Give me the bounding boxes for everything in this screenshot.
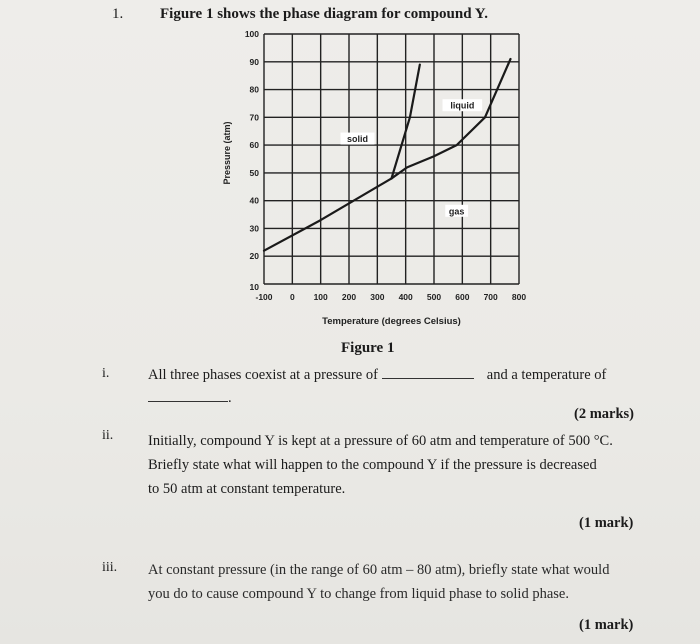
y-tick-label-6: 70 xyxy=(249,112,259,123)
part-iii-text xyxy=(148,558,668,606)
question-title: Figure 1 shows the phase diagram for compound Y. xyxy=(160,6,488,22)
y-axis-label: Pressure (atm) xyxy=(222,121,232,185)
annotation-solid: solid xyxy=(346,134,369,145)
part-iii-line1: At constant pressure (in the range of 60 atm – 80 atm), briefly state what would xyxy=(148,562,610,578)
x-tick-label-9: 800 xyxy=(511,292,527,302)
x-tick-label-7: 600 xyxy=(455,292,470,302)
part-ii-line1: Initially, compound Y is kept at a pressure of 60 atm and temperature of 500 °C. xyxy=(148,433,613,449)
phase-diagram-chart xyxy=(210,26,530,336)
x-tick-label-0: -100 xyxy=(255,292,273,302)
y-tick-label-8: 90 xyxy=(249,56,259,67)
part-ii-line3: to 50 atm at constant temperature. xyxy=(148,481,346,497)
phase-boundary-line-0 xyxy=(264,178,392,250)
y-tick-label-0: 10 xyxy=(249,282,259,292)
part-i-line1a: All three phases coexist at a pressure of xyxy=(148,367,378,383)
phase-boundary-line-2 xyxy=(485,59,511,117)
temperature-answer-blank[interactable] xyxy=(148,401,228,402)
part-ii-line2: Briefly state what will happen to the compound Y if the pressure is decreased xyxy=(148,457,597,473)
x-tick-label-5: 400 xyxy=(398,292,413,302)
pressure-answer-blank[interactable] xyxy=(382,378,474,379)
x-tick-label-1: 0 xyxy=(289,292,295,302)
part-i-text xyxy=(148,364,648,410)
figure-caption: Figure 1 xyxy=(341,340,395,356)
part-ii-numeral: ii. xyxy=(102,428,114,443)
x-axis-label: Temperature (degrees Celsius) xyxy=(322,316,461,327)
x-tick-label-6: 500 xyxy=(426,292,442,302)
y-tick-label-9: 100 xyxy=(244,29,259,39)
y-tick-label-7: 80 xyxy=(249,84,259,95)
part-iii-line2: you do to cause compound Y to change from liquid phase to solid phase. xyxy=(148,586,569,602)
y-tick-label-3: 40 xyxy=(249,195,259,206)
x-tick-label-2: 100 xyxy=(313,292,328,302)
x-tick-label-3: 200 xyxy=(341,292,357,302)
annotation-liquid: liquid xyxy=(450,100,475,111)
part-ii-text xyxy=(148,429,668,501)
x-tick-label-4: 300 xyxy=(370,292,385,302)
chart-axes xyxy=(222,29,526,327)
y-tick-label-4: 50 xyxy=(249,167,259,178)
question-number: 1. xyxy=(112,6,124,22)
part-iii-numeral: iii. xyxy=(102,560,118,575)
chart-series xyxy=(264,59,511,251)
y-tick-label-2: 30 xyxy=(249,223,259,234)
y-tick-label-5: 60 xyxy=(249,140,259,151)
part-ii-marks: (1 mark) xyxy=(579,515,634,531)
chart-grid xyxy=(264,34,519,284)
y-tick-label-1: 20 xyxy=(249,251,259,262)
part-i-marks: (2 marks) xyxy=(574,406,635,422)
x-tick-label-8: 700 xyxy=(483,292,498,302)
annotation-gas: gas xyxy=(448,206,465,217)
part-i-line1b: and a temperature of xyxy=(486,367,607,383)
part-i-numeral: i. xyxy=(102,366,110,381)
part-iii-marks: (1 mark) xyxy=(579,617,634,633)
part-i-line2-end: . xyxy=(228,390,232,406)
